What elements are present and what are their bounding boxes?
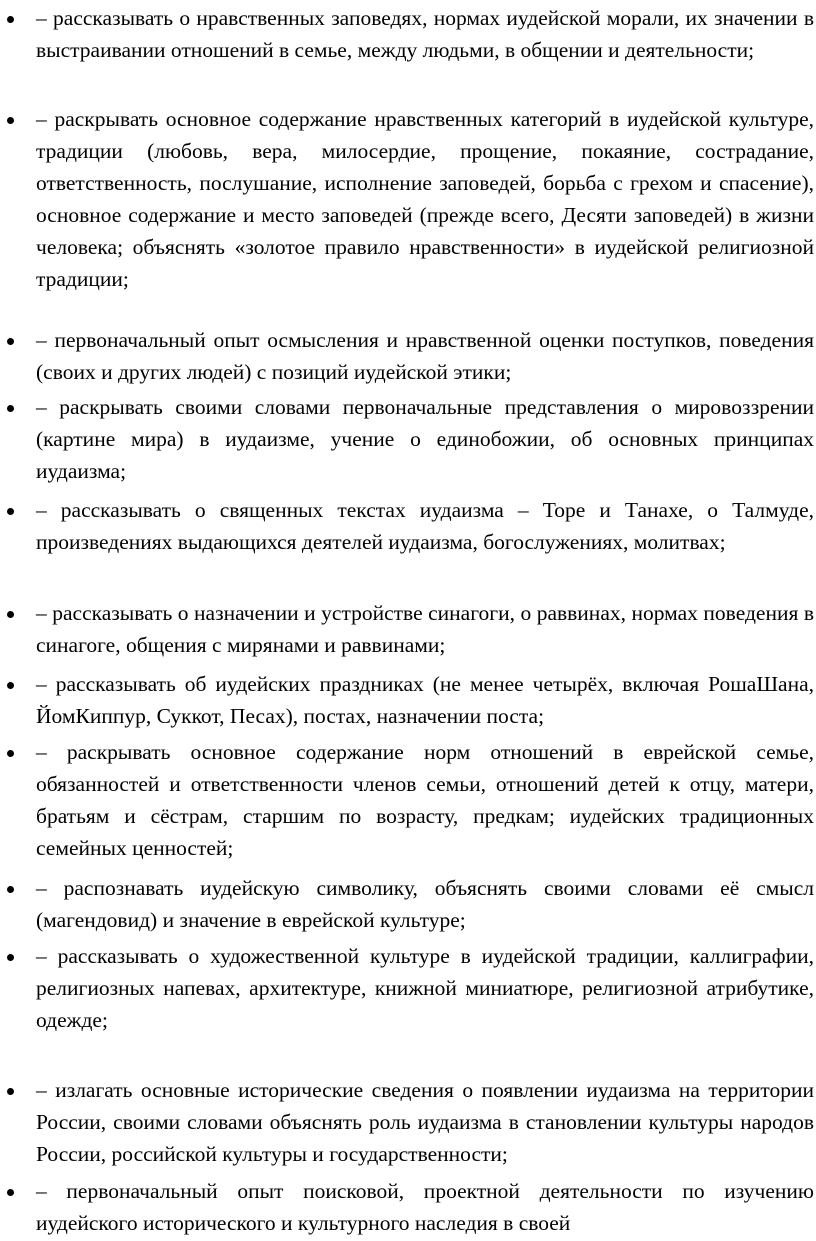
bullet-icon (7, 16, 14, 23)
bullet-icon (7, 338, 14, 345)
list-item (0, 2, 816, 66)
bullet-icon (7, 1088, 14, 1095)
bullet-icon (7, 611, 14, 618)
bullet-icon (7, 886, 14, 893)
list-item-text: – распознавать иудейскую символику, объяснять своими словами её смысл (магендовид) и значение в еврейской культуре; (36, 876, 814, 932)
list-item (0, 103, 816, 295)
list-item-text: – первоначальный опыт осмысления и нравственной оценки поступков, поведения (своих и других людей) с позиций иудейской этики; (36, 328, 814, 384)
list-item (0, 494, 816, 558)
list-item (0, 1175, 816, 1239)
list-item-text: – рассказывать о назначении и устройстве синагоги, о раввинах, нормах поведения в синагоге, общения с мирянами и раввинами; (36, 601, 814, 657)
list-item-text: – излагать основные исторические сведения о появлении иудаизма на территории России, своими словами объяснять роль иудаизма в становлении культуры народов России, российской культуры и государственности; (36, 1078, 814, 1166)
list-item (0, 872, 816, 936)
list-item-text: – первоначальный опыт поисковой, проектной деятельности по изучению иудейского исторического и культурного наследия в своей (36, 1179, 814, 1235)
list-item-text: – рассказывать о художественной культуре в иудейской традиции, каллиграфии, религиозных напевах, архитектуре, книжной миниатюре, религиозной атрибутике, одежде; (36, 944, 814, 1032)
bullet-icon (7, 117, 14, 124)
bullet-icon (7, 1189, 14, 1196)
list-item (0, 391, 816, 487)
list-item-text: – рассказывать о нравственных заповедях, нормах иудейской морали, их значении в выстраивании отношений в семье, между людьми, в общении и деятельности; (36, 6, 814, 62)
bullet-icon (7, 682, 14, 689)
list-item (0, 597, 816, 661)
list-item (0, 736, 816, 864)
list-item (0, 324, 816, 388)
list-item (0, 668, 816, 732)
bullet-icon (7, 954, 14, 961)
list-item-text: – раскрывать основное содержание нравственных категорий в иудейской культуре, традиции (любовь, вера, милосердие, прощение, покаяние, сострадание, ответственность, послушание, исполнение заповедей, борьба с грехом и спасение), основное содержание и место заповедей (прежде всего, Десяти заповедей) в жизни человека; объяснять «золотое правило нравственности» в иудейской религиозной традиции; (36, 107, 814, 291)
bullet-icon (7, 405, 14, 412)
list-item (0, 940, 816, 1036)
list-item-text: – раскрывать своими словами первоначальные представления о мировоззрении (картине мира) в иудаизме, учение о единобожии, об основных принципах иудаизма; (36, 395, 814, 483)
bullet-icon (7, 508, 14, 515)
list-item-text: – рассказывать об иудейских праздниках (не менее четырёх, включая РошаШана, ЙомКиппур, Суккот, Песах), постах, назначении поста; (36, 672, 814, 728)
list-item (0, 1074, 816, 1170)
list-item-text: – раскрывать основное содержание норм отношений в еврейской семье, обязанностей и ответственности членов семьи, отношений детей к отцу, матери, братьям и сёстрам, старшим по возрасту, предкам; иудейских традиционных семейных ценностей; (36, 740, 814, 860)
list-item-text: – рассказывать о священных текстах иудаизма – Торе и Танахе, о Талмуде, произведениях выдающихся деятелей иудаизма, богослужениях, молитвах; (36, 498, 814, 554)
bullet-icon (7, 750, 14, 757)
